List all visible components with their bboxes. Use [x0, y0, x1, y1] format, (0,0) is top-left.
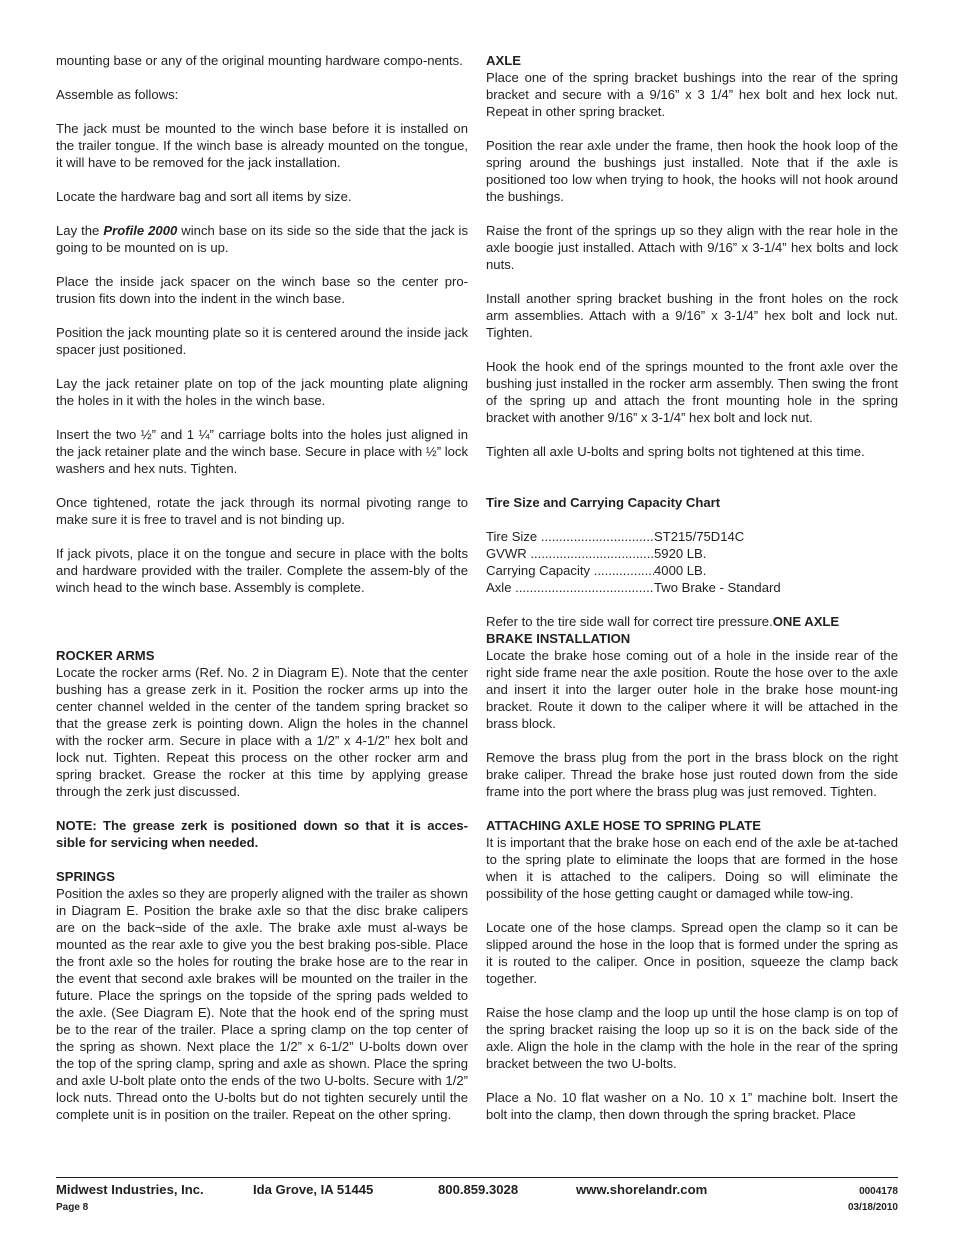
left-column	[56, 52, 468, 1123]
paragraph: The jack must be mounted to the winch base before it is installed on the trailer tongue. If the winch base is already mounted on the tongue, it will have to be removed for the jack installation.	[56, 121, 468, 170]
paragraph: Raise the hose clamp and the loop up until the hose clamp is on top of the spring bracket raising the loop up so it is on the back side of the axle. Align the hole in the clamp with the hole in the rear of the spring bracket between the two U-bolts.	[486, 1005, 898, 1071]
paragraph: Locate the rocker arms (Ref. No. 2 in Diagram E). Note that the center bushing has a grease zerk in it. Position the rocker arms up into the center channel welded in the center of the tandem spring bracket so that the grease zerk is pointing down. Align the holes in the channel with the rocker arm. Secure in place with a 1/2” x 4-1/2” hex bolt and lock nut. Tighten. Repeat this process on the other rocker arm and spring bracket. Grease the rocker at this time by applying grease through the zerk just discussed.	[56, 665, 468, 799]
spec-row	[486, 545, 898, 562]
spec-label: Carrying Capacity .....	[486, 562, 654, 579]
paragraph: Locate one of the hose clamps. Spread open the clamp so it can be slipped around the hose in the loop that is formed under the spring as it is routed to the caliper. Once in position, squeeze the clamp back together.	[486, 920, 898, 986]
spec-label: GVWR .....	[486, 545, 654, 562]
footer-doc-number: 0004178	[859, 1186, 898, 1197]
text-run: winch base on its side so the side that the jack is going to be mounted on is up.	[56, 223, 468, 255]
spec-value: 5920 LB.	[654, 546, 707, 561]
spec-value: 4000 LB.	[654, 563, 707, 578]
paragraph: Lay the jack retainer plate on top of the jack mounting plate aligning the holes in it with the holes in the winch base.	[56, 376, 468, 408]
paragraph: Install another spring bracket bushing in the front holes on the rock arm assemblies. Attach with a 9/16” x 3-1/4” hex bolt and lock nut. Tighten.	[486, 291, 898, 340]
paragraph: Place one of the spring bracket bushings into the rear of the spring bracket and secure with a 9/16” x 3 1/4” hex bolt and hex lock nut. Repeat in other spring bracket.	[486, 70, 898, 119]
paragraph: Insert the two ½” and 1 ¼” carriage bolts into the holes just aligned in the jack retainer plate and the winch base. Secure in place with ½” lock washers and hex nuts. Tighten.	[56, 427, 468, 476]
footer-website: www.shorelandr.com	[576, 1182, 708, 1197]
spec-row	[486, 528, 898, 545]
section-heading-brake-installation: BRAKE INSTALLATION	[486, 631, 631, 646]
paragraph: It is important that the brake hose on each end of the axle be at-tached to the spring plate to eliminate the loops that are formed in the hose when it is attached to the calipers. Doing so will eliminate the possibility of the hose getting caught or damaged while tow-ing.	[486, 835, 898, 901]
paragraph: Place the inside jack spacer on the winch base so the center pro-trusion fits down into the indent in the winch base.	[56, 274, 468, 306]
refer-text: Refer to the tire side wall for correct tire pressure.	[486, 614, 773, 629]
product-name: Profile 2000	[103, 223, 178, 238]
paragraph: Once tightened, rotate the jack through its normal pivoting range to make sure it is free to travel and is not binding up.	[56, 495, 468, 527]
footer-phone: 800.859.3028	[438, 1182, 519, 1197]
section-heading-axle: AXLE	[486, 53, 521, 68]
section-heading-one-axle: ONE AXLE	[772, 614, 840, 629]
paragraph	[486, 613, 898, 630]
paragraph: If jack pivots, place it on the tongue and secure in place with the bolts and hardware provided with the trailer. Complete the assem-bly of the winch head to the winch base. Assembly is complete.	[56, 546, 468, 595]
spec-value: Two Brake - Standard	[654, 580, 781, 595]
chart-heading: Tire Size and Carrying Capacity Chart	[486, 495, 721, 510]
section-heading-rocker-arms: ROCKER ARMS	[56, 648, 155, 663]
footer-city: Ida Grove, IA 51445	[253, 1182, 374, 1197]
paragraph: Remove the brass plug from the port in the brass block on the right brake caliper. Thread the brake hose just routed down from the side frame into the port where the brass plug was just removed. Tighten.	[486, 750, 898, 799]
paragraph: Locate the hardware bag and sort all items by size.	[56, 189, 352, 204]
paragraph: Locate the brake hose coming out of a hole in the inside rear of the right side frame near the axle position. Route the hose over to the axle and insert it into the larger outer hole in the brake hose mount-ing bracket. Route it down to the caliper where it will be attached in the brass block.	[486, 648, 898, 731]
footer-page-number: Page 8	[56, 1202, 89, 1213]
footer-divider	[56, 1177, 898, 1178]
section-heading-springs: SPRINGS	[56, 869, 115, 884]
paragraph	[56, 222, 468, 256]
spec-row	[486, 579, 898, 596]
spec-row	[486, 562, 898, 579]
paragraph: Tighten all axle U-bolts and spring bolts not tightened at this time.	[486, 444, 865, 459]
paragraph: Assemble as follows:	[56, 87, 179, 102]
spec-value: ST215/75D14C	[654, 529, 745, 544]
right-column	[486, 52, 898, 1123]
paragraph: Position the axles so they are properly aligned with the trailer as shown in Diagram E. Position the brake axle so that the disc brake calipers are on the back¬side of the axle. The brake axle must al-ways be mounted as the rear axle to give you the best braking pos-sible. Place the front axle so the holes for routing the brake hose are to the rear in the event that second axle brakes will be mounted on the trailer in the future. Place the springs on the topside of the spring pads welded to the axle. (See Diagram E). Note that the hook end of the spring must be to the rear of the trailer. Place a spring clamp on the top center of the spring as shown. Next place the 1/2” x 6-1/2” U-bolts down over the top of the spring clamp, spring and axle as shown. Place the spring and axle U-bolt plate onto the ends of the two U-bolts. Secure with 1/2” lock nuts. Thread onto the U-bolts but do not tighten securely until the complete unit is in position on the trailer. Repeat on the other spring.	[56, 886, 468, 1122]
footer-date: 03/18/2010	[847, 1202, 898, 1213]
paragraph: Raise the front of the springs up so they align with the rear hole in the axle boogie just installed. Attach with 9/16” x 3-1/4” hex bolts and lock nuts.	[486, 223, 898, 272]
spec-label: Tire Size .....	[486, 528, 654, 545]
footer-company: Midwest Industries, Inc.	[56, 1182, 204, 1197]
section-heading-axle-hose: ATTACHING AXLE HOSE TO SPRING PLATE	[486, 818, 761, 833]
paragraph: Position the jack mounting plate so it is centered around the inside jack spacer just positioned.	[56, 325, 468, 357]
paragraph: mounting base or any of the original mounting hardware compo-nents.	[56, 53, 463, 68]
paragraph: Position the rear axle under the frame, then hook the hook loop of the spring around the bushings just installed. Note that if the axle is positioned too low when trying to hook, the hooks will not hook around the bushings.	[486, 138, 898, 204]
note: NOTE: The grease zerk is positioned down so that it is acces-sible for servicing when needed.	[56, 818, 468, 850]
paragraph: Place a No. 10 flat washer on a No. 10 x 1” machine bolt. Insert the bolt into the clamp, then down through the spring bracket. Place	[486, 1090, 898, 1122]
text-run: Lay the	[56, 223, 104, 238]
paragraph: Hook the hook end of the springs mounted to the front axle over the bushing just installed in the rocker arm assembly. Then swing the front of the spring up and attach the front mounting hole in the spring bracket with another 9/16” x 3-1/4” hex bolt and lock nut.	[486, 359, 898, 425]
spec-label: Axle .....	[486, 579, 654, 596]
